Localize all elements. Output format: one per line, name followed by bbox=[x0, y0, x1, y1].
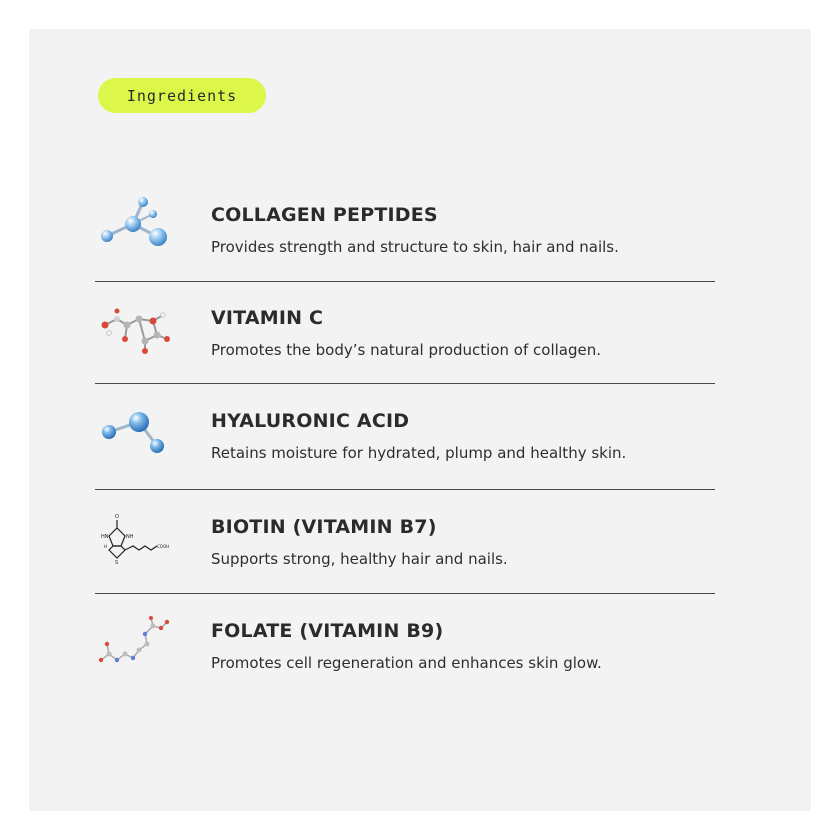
ingredient-name: BIOTIN (VITAMIN B7) bbox=[211, 516, 437, 538]
molecule-icon bbox=[95, 192, 175, 262]
ingredient-description: Supports strong, healthy hair and nails. bbox=[211, 550, 508, 568]
divider bbox=[95, 489, 715, 490]
divider bbox=[95, 593, 715, 594]
biotin-nh-label: NH bbox=[126, 534, 134, 540]
ingredient-name: VITAMIN C bbox=[211, 307, 324, 329]
biotin-sulfur-label: S bbox=[115, 560, 119, 566]
biotin-cooh-label: COOH bbox=[157, 544, 170, 549]
divider bbox=[95, 281, 715, 282]
biotin-h-label: H bbox=[104, 544, 108, 549]
ingredient-description: Retains moisture for hydrated, plump and healthy skin. bbox=[211, 444, 627, 462]
ingredients-tag bbox=[98, 78, 266, 113]
ingredient-description: Provides strength and structure to skin, hair and nails. bbox=[211, 238, 619, 256]
divider bbox=[95, 383, 715, 384]
folate-molecule-icon bbox=[95, 614, 175, 684]
ingredient-name: FOLATE (VITAMIN B9) bbox=[211, 620, 444, 642]
biotin-oxygen-label: O bbox=[115, 514, 119, 520]
ingredient-description: Promotes the body’s natural production of collagen. bbox=[211, 341, 602, 359]
ascorbic-acid-molecule-icon bbox=[95, 297, 175, 367]
ingredient-name: COLLAGEN PEPTIDES bbox=[211, 204, 438, 226]
biotin-structure-icon bbox=[95, 506, 175, 576]
ingredients-tag-label: Ingredients bbox=[126, 86, 238, 105]
ingredient-description: Promotes cell regeneration and enhances skin glow. bbox=[211, 654, 602, 672]
molecule-icon bbox=[95, 402, 175, 472]
biotin-hn-label: HN bbox=[101, 534, 109, 540]
ingredient-name: HYALURONIC ACID bbox=[211, 410, 410, 432]
